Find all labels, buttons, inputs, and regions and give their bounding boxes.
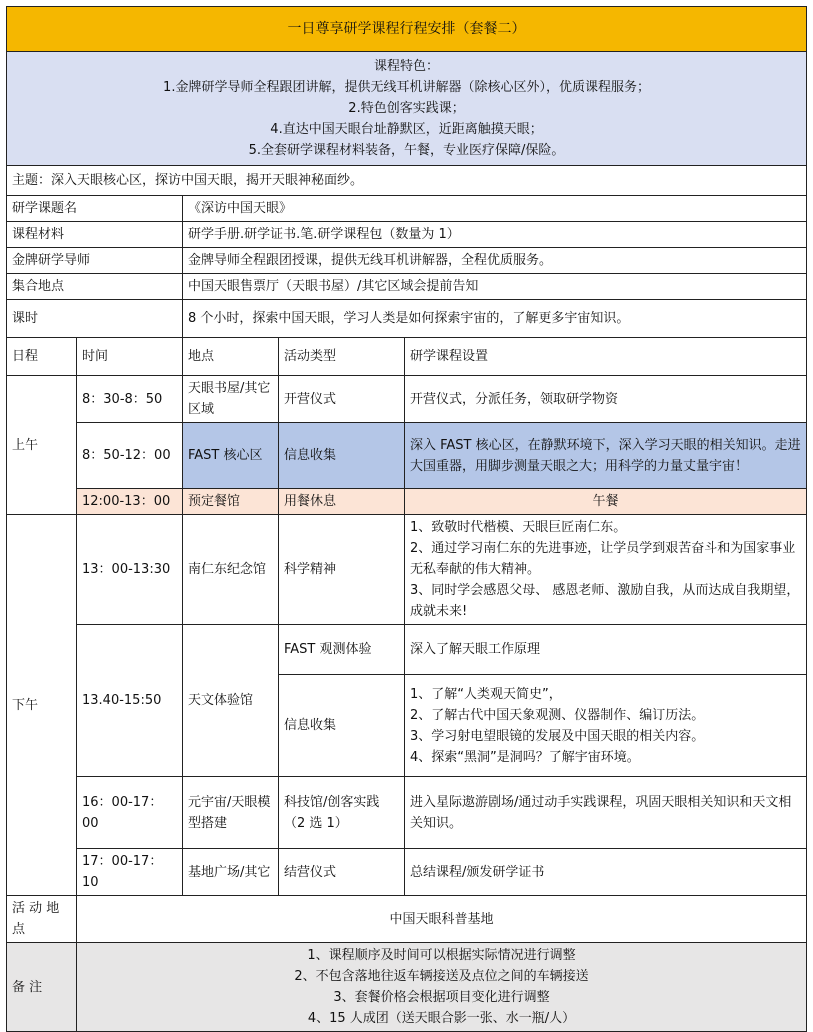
schedule-course (405, 515, 807, 625)
note-item: 4、15 人成团（送天眼合影一张、水一瓶/人） (307, 1011, 576, 1026)
course-line: 2、通过学习南仁东的先进事迹，让学员学到艰苦奋斗和为国家事业无私奉献的伟大精神。 (410, 541, 796, 577)
itinerary-table (6, 6, 807, 1032)
notes-label: 备 注 (7, 943, 77, 1032)
schedule-type: 科技馆/创客实践（2 选 1） (279, 777, 405, 849)
schedule-course (405, 675, 807, 777)
course-line: 3、同时学会感恩父母、 感恩老师、激励自我，从而达成自我期望，成就未来! (410, 583, 800, 619)
afternoon-label: 下午 (7, 515, 77, 896)
schedule-course: 深入 FAST 核心区，在静默环境下，深入学习天眼的相关知识。走进大国重器，用脚步测量天眼之大；用科学的力量丈量宇宙！ (405, 423, 807, 489)
info-label: 研学课题名 (7, 196, 183, 222)
info-value: 中国天眼售票厅（天眼书屋）/其它区域会提前告知 (183, 274, 807, 300)
schedule-time: 16：00-17：00 (77, 777, 183, 849)
venue-value: 中国天眼科普基地 (77, 896, 807, 943)
schedule-type: 科学精神 (279, 515, 405, 625)
feature-item: 2.特色创客实践课； (348, 101, 465, 116)
info-value: 《深访中国天眼》 (183, 196, 807, 222)
info-label: 课时 (7, 300, 183, 338)
course-line: 2、了解古代中国天象观测、仪器制作、编订历法。 (410, 707, 705, 723)
note-item: 1、课程顺序及时间可以根据实际情况进行调整 (307, 948, 576, 963)
venue-label: 活 动 地 点 (7, 896, 77, 943)
schedule-time: 8：50-12：00 (77, 423, 183, 489)
lunch-course: 午餐 (405, 489, 807, 515)
schedule-course: 总结课程/颁发研学证书 (405, 849, 807, 896)
schedule-time: 13.40-15:50 (77, 625, 183, 777)
morning-label: 上午 (7, 376, 77, 515)
info-value: 研学手册.研学证书.笔.研学课程包（数量为 1） (183, 222, 807, 248)
schedule-type: 信息收集 (279, 423, 405, 489)
course-line: 1、了解“人类观天简史”， (410, 686, 562, 702)
feature-item: 5.全套研学课程材料装备，午餐，专业医疗保障/保险。 (248, 143, 565, 158)
schedule-place: 天文体验馆 (183, 625, 279, 777)
lunch-type: 用餐休息 (279, 489, 405, 515)
info-label: 课程材料 (7, 222, 183, 248)
schedule-place: 天眼书屋/其它区域 (183, 376, 279, 423)
lunch-time: 12:00-13：00 (77, 489, 183, 515)
note-item: 3、套餐价格会根据项目变化进行调整 (333, 990, 550, 1005)
schedule-time: 17：00-17：10 (77, 849, 183, 896)
schedule-place: 基地广场/其它 (183, 849, 279, 896)
header-day: 日程 (7, 338, 77, 376)
notes-list (77, 943, 807, 1032)
note-item: 2、不包含落地往返车辆接送及点位之间的车辆接送 (294, 969, 589, 984)
schedule-time: 8：30-8：50 (77, 376, 183, 423)
schedule-type: 信息收集 (279, 675, 405, 777)
info-label: 金牌研学导师 (7, 248, 183, 274)
schedule-type: FAST 观测体验 (279, 625, 405, 675)
schedule-type: 结营仪式 (279, 849, 405, 896)
feature-item: 4.直达中国天眼台址静默区，近距离触摸天眼； (270, 122, 543, 137)
course-line: 3、学习射电望眼镜的发展及中国天眼的相关内容。 (410, 728, 705, 744)
course-line: 1、致敬时代楷模、天眼巨匠南仁东。 (410, 520, 627, 535)
features-heading: 课程特色： (374, 59, 440, 74)
schedule-place: FAST 核心区 (183, 423, 279, 489)
schedule-place: 元宇宙/天眼模型搭建 (183, 777, 279, 849)
schedule-course: 进入星际遨游剧场/通过动手实践课程，巩固天眼相关知识和天文相关知识。 (405, 777, 807, 849)
info-value: 金牌导师全程跟团授课，提供无线耳机讲解器，全程优质服务。 (183, 248, 807, 274)
info-label: 集合地点 (7, 274, 183, 300)
header-type: 活动类型 (279, 338, 405, 376)
course-features (7, 52, 807, 166)
course-line: 4、探索“黑洞”是洞吗？了解宇宙环境。 (410, 749, 640, 765)
header-course: 研学课程设置 (405, 338, 807, 376)
info-value: 8 个小时，探索中国天眼，学习人类是如何探索宇宙的，了解更多宇宙知识。 (183, 300, 807, 338)
lunch-place: 预定餐馆 (183, 489, 279, 515)
header-place: 地点 (183, 338, 279, 376)
page-title: 一日尊享研学课程行程安排（套餐二） (7, 7, 807, 52)
schedule-place: 南仁东纪念馆 (183, 515, 279, 625)
theme-text: 主题：深入天眼核心区，探访中国天眼，揭开天眼神秘面纱。 (7, 166, 807, 196)
schedule-course: 开营仪式，分派任务，领取研学物资 (405, 376, 807, 423)
schedule-time: 13：00-13:30 (77, 515, 183, 625)
feature-item: 1.金牌研学导师全程跟团讲解，提供无线耳机讲解器（除核心区外），优质课程服务； (163, 80, 650, 95)
schedule-course: 深入了解天眼工作原理 (405, 625, 807, 675)
header-time: 时间 (77, 338, 183, 376)
schedule-type: 开营仪式 (279, 376, 405, 423)
